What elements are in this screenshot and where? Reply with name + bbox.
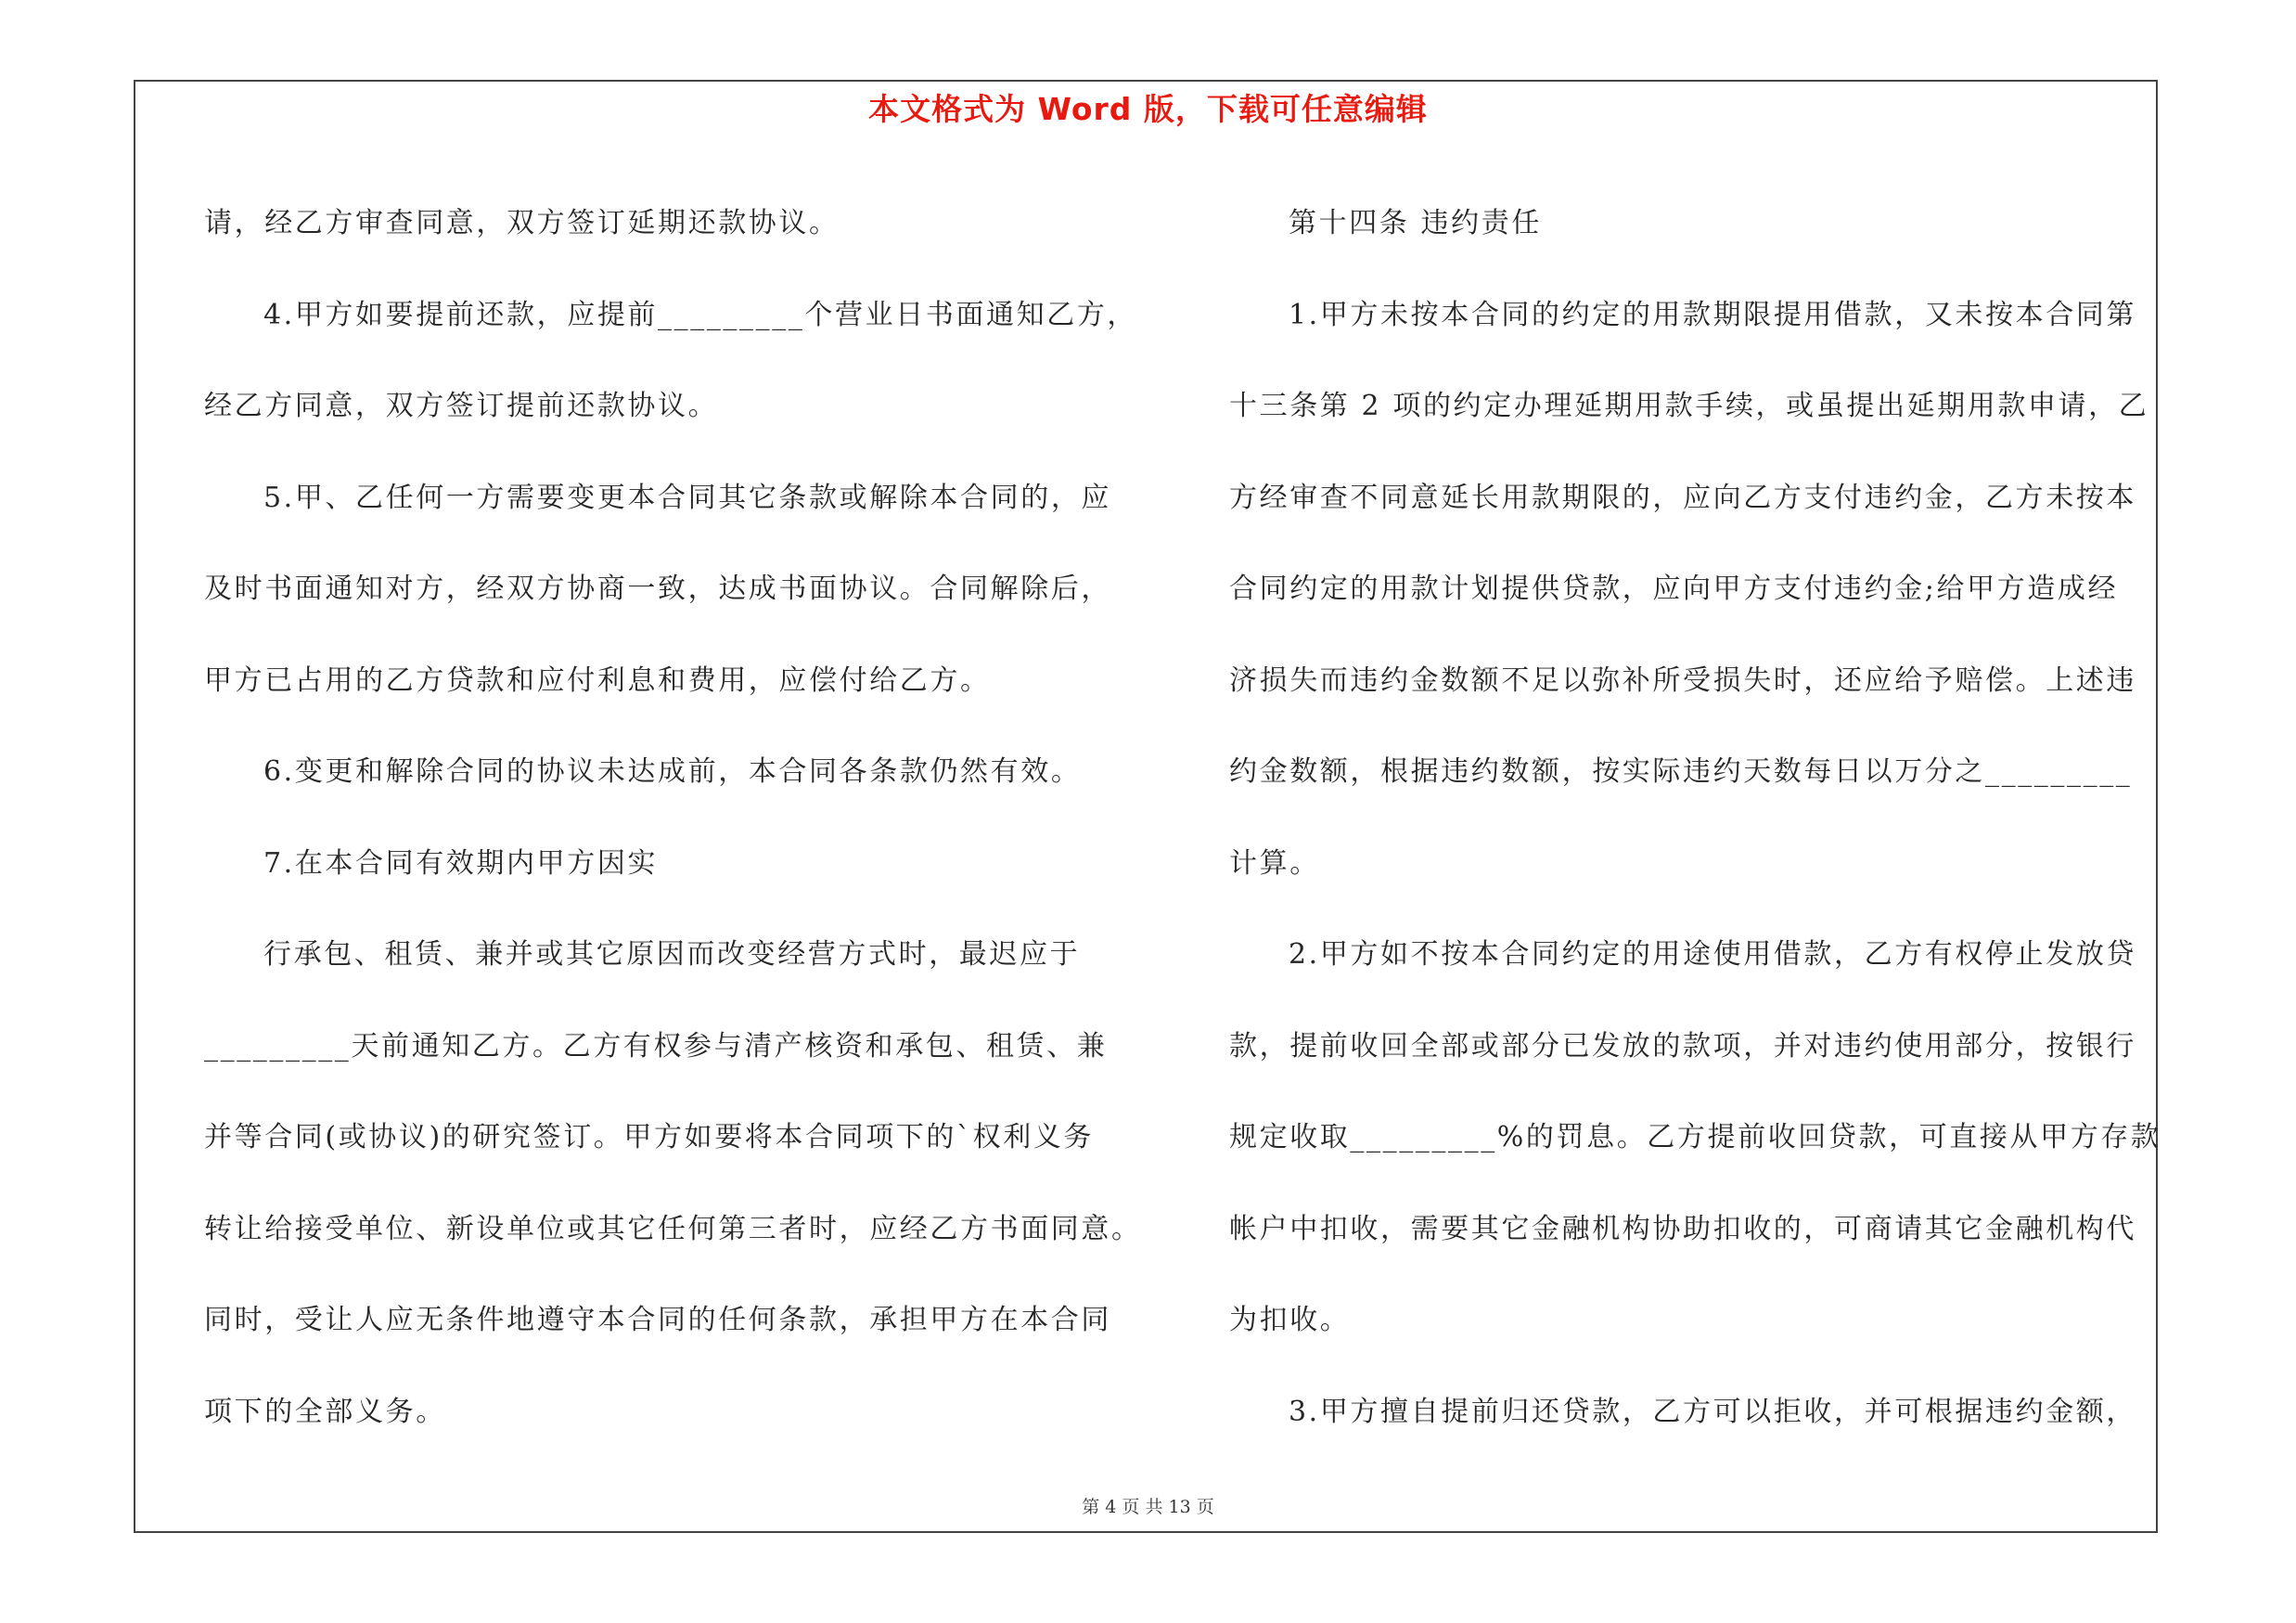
right-column-line: 约金数额，根据违约数额，按实际违约天数每日以万分之_________ <box>1229 755 2133 788</box>
right-column-line: 3.甲方擅自提前归还贷款，乙方可以拒收，并可根据违约金额， <box>1289 1395 2137 1428</box>
right-column-line: 款，提前收回全部或部分已发放的款项，并对违约使用部分，按银行 <box>1229 1029 2136 1063</box>
left-column-line: 7.在本合同有效期内甲方因实 <box>263 846 659 880</box>
left-column-line: 请，经乙方审查同意，双方签订延期还款协议。 <box>204 207 840 239</box>
right-column-line: 合同约定的用款计划提供贷款，应向甲方支付违约金;给甲方造成经 <box>1229 573 2119 605</box>
right-column-line: 2.甲方如不按本合同约定的用途使用借款，乙方有权停止发放贷 <box>1289 938 2137 971</box>
left-text-column <box>204 178 1150 1458</box>
left-column-line: 经乙方同意，双方签订提前还款协议。 <box>204 390 719 422</box>
left-column-line: 同时，受让人应无条件地遵守本合同的任何条款，承担甲方在本合同 <box>204 1304 1111 1336</box>
left-column-line: 5.甲、乙任何一方需要变更本合同其它条款或解除本合同的，应 <box>263 481 1112 514</box>
right-column-line: 帐户中扣收，需要其它金融机构协助扣收的，可商请其它金融机构代 <box>1229 1212 2136 1245</box>
left-column-line: 及时书面通知对方，经双方协商一致，达成书面协议。合同解除后， <box>204 573 1111 605</box>
right-column-line: 规定收取_________%的罚息。乙方提前收回贷款，可直接从甲方存款 <box>1229 1121 2161 1153</box>
page-number-footer: 第 4 页 共 13 页 <box>1082 1497 1214 1517</box>
left-column-line: 6.变更和解除合同的协议未达成前，本合同各条款仍然有效。 <box>263 755 1082 788</box>
right-column-line: 济损失而违约金数额不足以弥补所受损失时，还应给予赔偿。上述违 <box>1229 663 2136 697</box>
right-column-line: 计算。 <box>1229 846 1320 880</box>
left-column-line: 4.甲方如要提前还款，应提前_________个营业日书面通知乙方， <box>263 298 1138 331</box>
right-column-line: 十三条第 2 项的约定办理延期用款手续，或虽提出延期用款申请，乙 <box>1229 390 2149 422</box>
word-format-banner: 本文格式为 Word 版，下载可任意编辑 <box>868 91 1428 127</box>
left-column-line: 项下的全部义务。 <box>204 1395 446 1428</box>
left-column-line: 甲方已占用的乙方贷款和应付利息和费用，应偿付给乙方。 <box>204 663 991 697</box>
left-column-line: 转让给接受单位、新设单位或其它任何第三者时，应经乙方书面同意。 <box>204 1212 1142 1245</box>
right-column-line: 第十四条 违约责任 <box>1289 207 1542 239</box>
right-column-line: 1.甲方未按本合同的约定的用款期限提用借款，又未按本合同第 <box>1289 298 2137 331</box>
left-column-line: 行承包、租赁、兼并或其它原因而改变经营方式时，最迟应于 <box>263 938 1081 971</box>
left-column-line: 并等合同(或协议)的研究签订。甲方如要将本合同项下的`权利义务 <box>204 1121 1095 1153</box>
right-column-line: 为扣收。 <box>1229 1304 1351 1336</box>
right-column-line: 方经审查不同意延长用款期限的，应向乙方支付违约金，乙方未按本 <box>1229 481 2136 514</box>
left-column-line: _________天前通知乙方。乙方有权参与清产核资和承包、租赁、兼 <box>204 1029 1108 1063</box>
right-text-column <box>1229 178 2161 1458</box>
